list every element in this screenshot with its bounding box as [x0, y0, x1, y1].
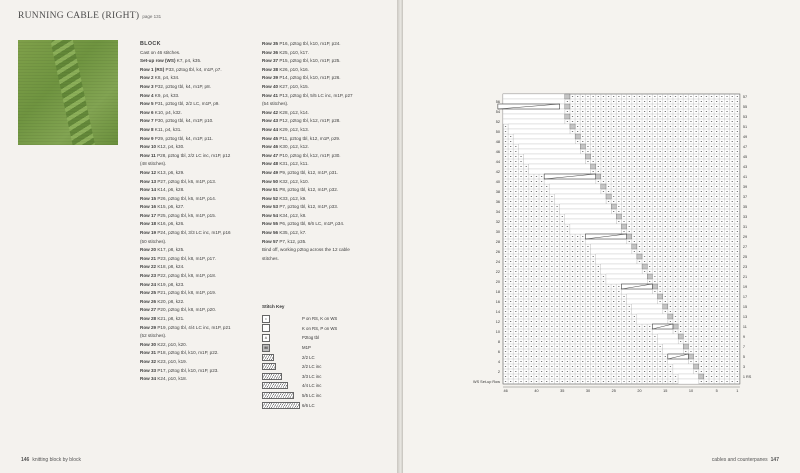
- column-label: 46: [503, 389, 508, 393]
- cable-cells: [503, 114, 565, 119]
- instruction-line: Row 3 P32, p2tog tbl, k4, m1P, p8.: [140, 83, 211, 89]
- row-label-left: 54: [495, 110, 500, 115]
- stitch-key-row: [262, 381, 392, 391]
- cable-cells: [632, 304, 663, 309]
- instruction-line: Row 48 K31, p12, k11.: [262, 161, 309, 167]
- cable-cells: [570, 224, 622, 229]
- page-number: 147: [770, 457, 779, 463]
- right-footer: [712, 457, 782, 463]
- instruction-line: Row 28 K21, p8, k21.: [140, 316, 185, 321]
- left-footer: [18, 457, 81, 463]
- cable-cells: [621, 289, 652, 294]
- cable-cells: [678, 374, 699, 379]
- m1p-cell: [565, 114, 570, 119]
- instruction-line: Row 55 P6, p2tog tbl, 6/6 LC, m1P, p34.: [262, 221, 345, 227]
- row-label-right: 45: [742, 155, 748, 160]
- cable-cells: [524, 159, 586, 164]
- cable-cells: [503, 94, 565, 99]
- m1p-cell: [585, 154, 590, 159]
- row-label-right: 25: [742, 255, 748, 260]
- stitch-key-row: [262, 362, 392, 372]
- instructions-column-2: [262, 40, 353, 263]
- block-heading: BLOCK: [140, 41, 161, 47]
- cable-cells: [549, 189, 601, 194]
- cable-cells: [658, 334, 679, 339]
- row-label-left: 14: [495, 310, 500, 315]
- m1p-cell: [591, 164, 596, 169]
- instruction-line: Row 33 P17, p2tog tbl, k10, m1P, p23.: [140, 367, 219, 373]
- m1p-cell: [565, 104, 570, 109]
- row-label-right: 39: [742, 185, 748, 190]
- m1p-cell: [642, 264, 647, 269]
- row-label-left: 44: [495, 160, 500, 165]
- row-label-left: 42: [495, 170, 500, 175]
- row-label-right: 55: [742, 105, 748, 110]
- cable-cells: [652, 329, 673, 334]
- instruction-line: Row 54 K34, p12, k8.: [262, 212, 307, 218]
- m1p-cell: [570, 124, 575, 129]
- instruction-line: Row 24 K19, p8, k23.: [140, 281, 185, 287]
- stitch-key: [262, 304, 392, 410]
- row-label-left: 32: [495, 220, 500, 225]
- instruction-line: (50 stitches).: [140, 238, 167, 244]
- instruction-line: Row 39 P14, p2tog tbl, k10, m1P, p26.: [262, 75, 341, 81]
- instruction-line: Row 6 K10, p4, k32.: [140, 109, 182, 115]
- cable-cells: [673, 369, 694, 374]
- stitch-key-row: [262, 333, 392, 343]
- row-label-right: 15: [742, 305, 748, 310]
- instruction-line: Row 57 P7, k12, p35.: [262, 238, 307, 244]
- cable-cells: [658, 339, 679, 344]
- instruction-line: Row 10 K12, p4, k30.: [140, 144, 185, 150]
- row-label-left: 10: [495, 330, 500, 335]
- cable-cells: [606, 279, 647, 284]
- instruction-line: Row 46 K30, p12, k12.: [262, 144, 309, 150]
- m1p-cell: [694, 364, 699, 369]
- cable-cells: [570, 229, 622, 234]
- chart-svg: [463, 88, 753, 408]
- m1p-cell: [652, 284, 657, 289]
- row-label-left: 16: [495, 300, 500, 305]
- cable-cells: [518, 149, 580, 154]
- cable-cells: [601, 269, 642, 274]
- column-label: 15: [663, 389, 668, 393]
- m1p-cell: [678, 334, 683, 339]
- instruction-line: Row 18 K16, p6, k26.: [140, 221, 185, 227]
- instruction-line: Row 27 P20, p2tog tbl, k8, m1P, p20.: [140, 307, 217, 313]
- row-label-left: 28: [495, 240, 500, 245]
- m1p-cell: [596, 174, 601, 179]
- instruction-line: Row 31 P18, p2tog tbl, k10, m1P, p22.: [140, 350, 219, 356]
- chapter-title: cables and counterpanes: [711, 457, 768, 463]
- key-symbol-icon: [262, 373, 302, 380]
- cable-cells: [632, 309, 663, 314]
- row-label-left: 12: [495, 320, 500, 325]
- instruction-line: Row 1 (RS) P33, p2tog tbl, k4, m1P, p7.: [140, 66, 222, 72]
- cable-cells: [524, 154, 586, 159]
- row-label-right: 29: [742, 235, 748, 240]
- instruction-line: Row 36 K25, p10, k17.: [262, 49, 309, 55]
- instruction-line: Row 38 K26, p10, k16.: [262, 66, 309, 72]
- cable-cells: [591, 249, 632, 254]
- m1p-cell: [611, 204, 616, 209]
- instruction-line: (52 stitches).: [140, 333, 167, 339]
- row-label-right: 5: [742, 355, 746, 360]
- cable-cells: [673, 364, 694, 369]
- stitch-key-row: [262, 352, 392, 362]
- stitch-key-row: [262, 391, 392, 401]
- instruction-line: Row 12 K13, p6, k29.: [140, 169, 185, 175]
- knitted-swatch-photo: [18, 40, 118, 145]
- cable-cells: [555, 199, 607, 204]
- key-symbol-icon: [262, 402, 302, 409]
- row-label-right: 31: [742, 225, 748, 230]
- row-label-left: 18: [495, 290, 500, 295]
- instruction-line: Row 19 P24, p2tog tbl, 3/3 LC inc, m1P, p16: [140, 230, 231, 236]
- instruction-line: Row 23 P22, p2tog tbl, k8, m1P, p18.: [140, 273, 217, 279]
- m1p-cell: [601, 184, 606, 189]
- key-symbol-icon: [262, 363, 302, 370]
- instruction-line: Row 5 P31, p2tog tbl, 2/2 LC, m1P, p9.: [140, 101, 220, 107]
- row-label-left: 22: [495, 270, 500, 275]
- instruction-line: (48 stitches).: [140, 161, 167, 167]
- cable-cells: [596, 254, 637, 259]
- m1p-cell: [575, 134, 580, 139]
- cable-cells: [518, 144, 580, 149]
- cable-cells: [549, 184, 601, 189]
- stitch-key-title: Stitch Key: [262, 304, 285, 309]
- cable-cells: [555, 194, 607, 199]
- cable-cells: [560, 209, 612, 214]
- row-label-right: 7: [742, 345, 746, 350]
- knitting-chart: [463, 88, 753, 413]
- row-label-left: 4: [497, 360, 500, 365]
- row-label-right: 49: [742, 135, 748, 140]
- column-label: 10: [688, 389, 694, 393]
- cable-cells: [668, 359, 689, 364]
- row-label-right: 1 RS: [742, 375, 752, 380]
- cable-cells: [637, 314, 668, 319]
- instruction-line: Row 47 P10, p2tog tbl, k12, m1P, p30.: [262, 152, 341, 158]
- instruction-line: Row 11 P28, p2tog tbl, 2/2 LC inc, m1P, p12: [140, 152, 231, 158]
- cable-cells: [663, 344, 684, 349]
- row-label-right: 33: [742, 215, 748, 220]
- row-label-right: 19: [742, 285, 748, 290]
- m1p-cell: [647, 274, 652, 279]
- row-label-right: 43: [742, 165, 748, 170]
- stitch-key-row: [262, 372, 392, 382]
- cable-cells: [508, 129, 570, 134]
- key-symbol-icon: [262, 382, 302, 389]
- key-label: P2tog tbl: [302, 335, 319, 341]
- cable-cells: [560, 204, 612, 209]
- instruction-line: Row 37 P15, p2tog tbl, k10, m1P, p25.: [262, 58, 341, 64]
- key-label: 2/2 LC: [302, 354, 315, 360]
- cable-cells: [637, 319, 668, 324]
- left-page: [0, 0, 397, 473]
- m1p-cell: [673, 324, 678, 329]
- row-label-right: 21: [742, 275, 748, 280]
- instruction-line: Row 22 K18, p8, k24.: [140, 264, 185, 270]
- m1p-cell: [621, 224, 626, 229]
- cable-cells: [596, 259, 637, 264]
- row-label-right: 35: [742, 205, 748, 210]
- row-label-right: 13: [742, 315, 748, 320]
- key-symbol-icon: •: [262, 315, 302, 323]
- row-label-left: 20: [495, 280, 500, 285]
- stitch-key-row: [262, 343, 392, 353]
- m1p-cell: [699, 374, 704, 379]
- column-label: 40: [534, 389, 539, 393]
- key-label: 2/2 LC inc: [302, 364, 322, 370]
- column-label: 20: [637, 389, 642, 393]
- cable-cells: [663, 349, 684, 354]
- instruction-line: Row 51 P8, p2tog tbl, k12, m1P, p32.: [262, 187, 339, 193]
- instruction-line: Row 56 K35, p12, k7.: [262, 230, 307, 236]
- right-page: [403, 0, 800, 473]
- m1p-cell: [683, 344, 688, 349]
- row-label-left: 30: [495, 230, 500, 235]
- m1p-cell: [668, 314, 673, 319]
- cable-cells: [503, 109, 565, 114]
- row-label-left: 36: [495, 200, 500, 205]
- m1p-cell: [565, 94, 570, 99]
- row-label-left: 2: [497, 370, 500, 375]
- row-label-left: 38: [495, 190, 500, 195]
- instruction-line: Row 21 P23, p2tog tbl, k8, m1P, p17.: [140, 255, 217, 261]
- row-label-left: 48: [495, 140, 500, 145]
- instruction-line: Row 7 P30, p2tog tbl, k4, m1P, p10.: [140, 118, 214, 124]
- cable-cells: [503, 99, 565, 104]
- key-symbol-icon: M: [262, 344, 302, 352]
- instruction-line: Row 43 P12, p2tog tbl, k12, m1P, p28.: [262, 118, 341, 124]
- instruction-line: Row 15 P26, p2tog tbl, k6, m1P, p14.: [140, 195, 217, 201]
- row-label-right: 9: [742, 335, 746, 340]
- column-label: 30: [585, 389, 591, 393]
- stitch-key-row: [262, 400, 392, 410]
- key-label: M1P: [302, 345, 311, 351]
- m1p-cell: [627, 234, 632, 239]
- row-label-left: 46: [495, 150, 500, 155]
- row-label-right: 23: [742, 265, 748, 270]
- instruction-line: Row 53 P7, p2tog tbl, k12, m1P, p33.: [262, 204, 339, 210]
- title-reference: page 131: [142, 14, 162, 19]
- row-label-right: 41: [742, 175, 748, 180]
- cable-cells: [503, 119, 565, 124]
- column-label: 35: [560, 389, 565, 393]
- instruction-line: Set-up row (WS) K7, p4, k35.: [140, 58, 202, 64]
- stitch-key-row: [262, 324, 392, 334]
- cable-cells: [529, 169, 591, 174]
- key-symbol-icon: [262, 354, 302, 361]
- key-label: 5/5 LC inc: [302, 393, 322, 399]
- row-label-left: 40: [495, 180, 500, 185]
- cable-cells: [513, 139, 575, 144]
- instruction-line: Row 8 K11, p4, k31.: [140, 126, 182, 132]
- m1p-cell: [663, 304, 668, 309]
- m1p-cell: [688, 354, 693, 359]
- instruction-line: Row 34 K24, p10, k18.: [140, 376, 187, 382]
- key-symbol-icon: [262, 324, 302, 332]
- stitch-key-row: [262, 314, 392, 324]
- setup-row-label: WS Set-up Row: [472, 380, 500, 385]
- instruction-line: Row 49 P9, p2tog tbl, k12, m1P, p31.: [262, 169, 339, 175]
- instruction-line: Row 40 K27, p10, k15.: [262, 83, 309, 89]
- instructions-column-1: [140, 40, 231, 384]
- column-label: 5: [715, 389, 718, 393]
- cable-cells: [601, 264, 642, 269]
- page-title: RUNNING CABLE (RIGHT) page 131: [18, 11, 162, 21]
- cable-cells: [585, 239, 626, 244]
- key-label: 4/4 LC inc: [302, 383, 322, 389]
- instruction-line: Row 13 P27, p2tog tbl, k6, m1P, p13.: [140, 178, 217, 184]
- instruction-line: Row 29 P19, p2tog tbl, 4/4 LC inc, m1P, p21: [140, 324, 231, 330]
- instruction-line: Row 44 K29, p12, k13.: [262, 126, 309, 132]
- row-label-left: 56: [495, 100, 500, 105]
- row-label-left: 34: [495, 210, 500, 215]
- instruction-line: Row 25 P21, p2tog tbl, k8, m1P, p19.: [140, 290, 217, 296]
- key-symbol-icon: [262, 392, 302, 399]
- m1p-cell: [632, 244, 637, 249]
- cable-cells: [678, 379, 699, 384]
- row-label-left: 50: [495, 130, 500, 135]
- book-title: knitting block by block: [32, 457, 81, 463]
- instruction-line: Row 30 K22, p10, k20.: [140, 341, 187, 347]
- cable-cells: [565, 214, 617, 219]
- instruction-line: Row 9 P29, p2tog tbl, k4, m1P, p11.: [140, 135, 214, 141]
- instruction-line: Row 32 K23, p10, k19.: [140, 358, 187, 364]
- row-label-right: 3: [742, 365, 746, 370]
- row-label-left: 26: [495, 250, 500, 255]
- instruction-line: Row 45 P11, p2tog tbl, k12, m1P, p29.: [262, 135, 341, 141]
- row-label-left: 8: [497, 340, 500, 345]
- instruction-line: Row 26 K20, p8, k22.: [140, 298, 185, 304]
- page-number: 146: [21, 457, 30, 463]
- m1p-cell: [580, 144, 585, 149]
- instruction-line: Row 14 K14, p6, k28.: [140, 187, 185, 193]
- cable-cells: [627, 299, 658, 304]
- instruction-line: Row 4 K9, p4, k33.: [140, 92, 180, 98]
- instruction-line: stitches.: [262, 255, 279, 261]
- column-label: 25: [611, 389, 616, 393]
- row-label-right: 57: [742, 95, 748, 100]
- instruction-line: Row 42 K28, p12, k14.: [262, 109, 309, 115]
- row-label-right: 17: [742, 295, 748, 300]
- m1p-cell: [606, 194, 611, 199]
- m1p-cell: [637, 254, 642, 259]
- instruction-line: Row 16 K15, p6, k27.: [140, 204, 185, 210]
- m1p-cell: [616, 214, 621, 219]
- m1p-cell: [658, 294, 663, 299]
- instruction-line: Row 20 K17, p8, k25.: [140, 247, 185, 253]
- row-label-right: 47: [742, 145, 748, 150]
- instruction-line: Bind off, working p2tog across the 12 cable: [262, 247, 350, 253]
- instruction-line: Row 2 K8, p4, k34.: [140, 75, 180, 81]
- instruction-line: Row 50 K32, p12, k10.: [262, 178, 309, 184]
- cable-cells: [606, 274, 647, 279]
- row-label-right: 11: [742, 325, 747, 330]
- instruction-line: (54 stitches).: [262, 101, 289, 107]
- key-symbol-icon: ⋏: [262, 334, 302, 342]
- cable-cells: [529, 164, 591, 169]
- column-label: 1: [736, 389, 739, 393]
- cable-cells: [544, 179, 596, 184]
- key-label: 6/6 LC: [302, 402, 315, 408]
- row-label-right: 51: [742, 125, 748, 130]
- row-label-right: 37: [742, 195, 748, 200]
- cable-cells: [508, 124, 570, 129]
- key-label: P on RS, K on WS: [302, 316, 338, 322]
- instruction-line: Cast on 46 stitches.: [140, 49, 181, 55]
- instruction-line: Row 35 P16, p2tog tbl, k10, m1P, p24.: [262, 41, 341, 46]
- row-label-left: 52: [495, 120, 500, 125]
- instruction-line: Row 52 K33, p12, k9.: [262, 195, 307, 201]
- instruction-line: Row 41 P13, p2tog tbl, 5/5 LC inc, m1P, p27: [262, 92, 353, 98]
- cable-cells: [591, 244, 632, 249]
- row-label-left: 24: [495, 260, 500, 265]
- key-label: K on RS, P on WS: [302, 325, 338, 331]
- key-label: 3/3 LC inc: [302, 373, 322, 379]
- cable-cells: [627, 294, 658, 299]
- instruction-line: Row 17 P25, p2tog tbl, k6, m1P, p15.: [140, 212, 217, 218]
- row-label-left: 6: [497, 350, 500, 355]
- cable-cells: [565, 219, 617, 224]
- row-label-right: 53: [742, 115, 748, 120]
- row-label-right: 27: [742, 245, 748, 250]
- cable-cells: [513, 134, 575, 139]
